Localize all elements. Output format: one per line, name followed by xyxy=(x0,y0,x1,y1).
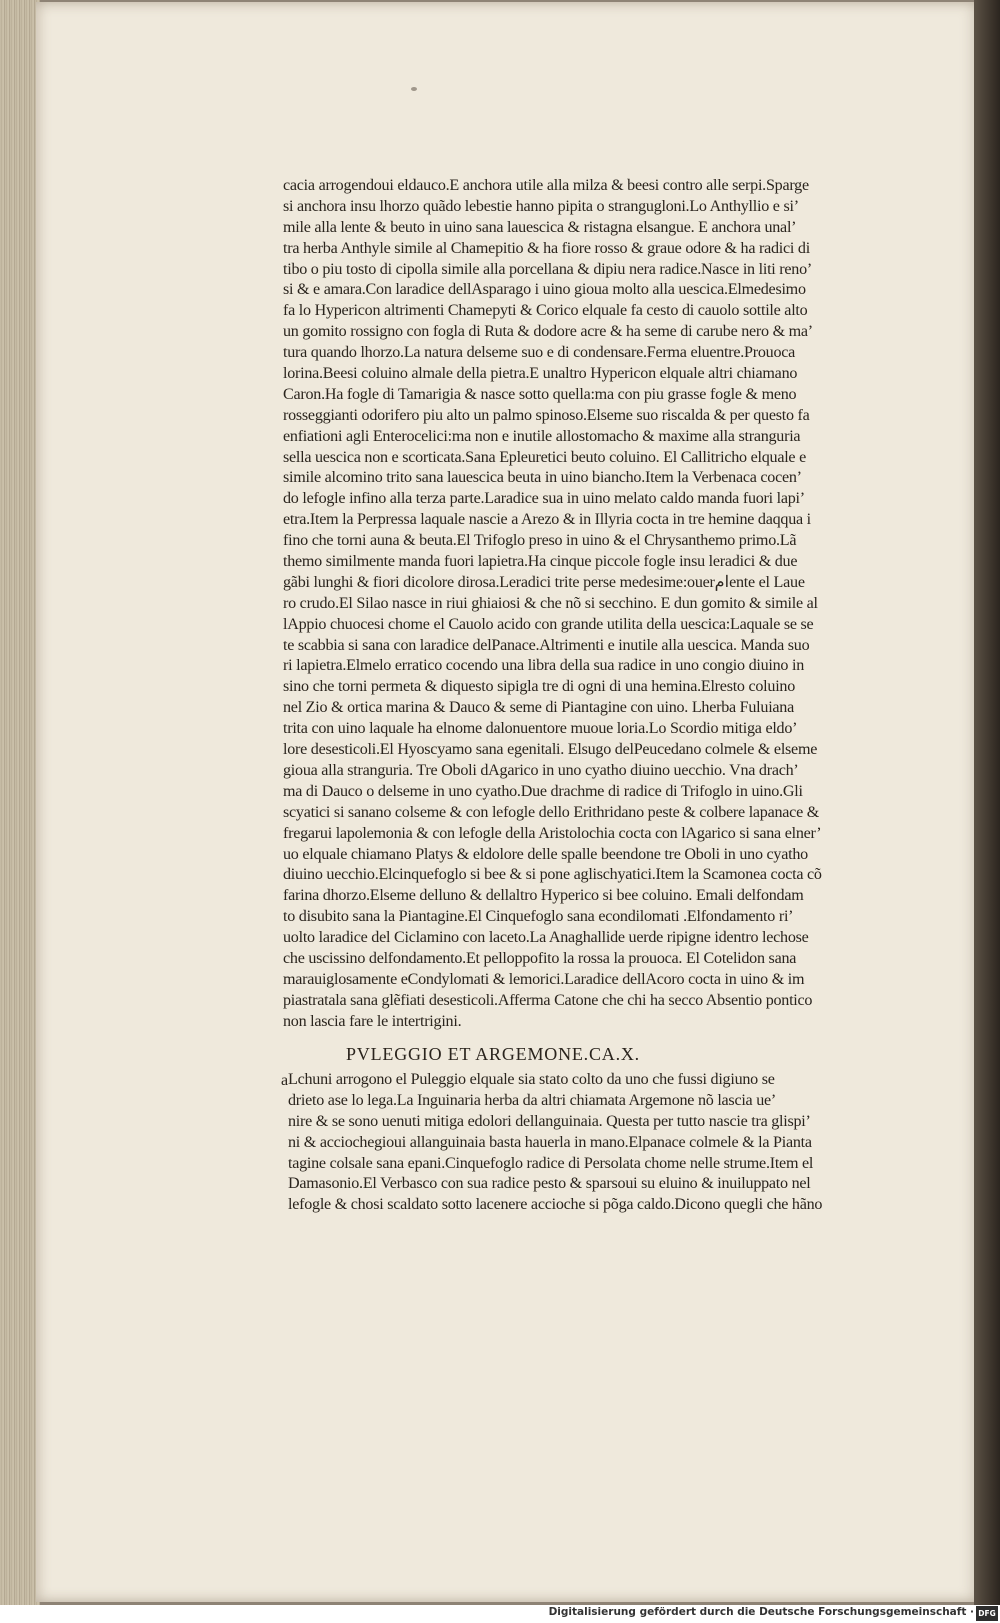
text-line: mile alla lente & beuto in uino sana lauescica & ristagna elsangue. E anchora unal’ xyxy=(283,218,797,236)
section-marker: a xyxy=(281,1072,289,1089)
ink-blemish xyxy=(411,87,417,91)
text-line: do lefogle infino alla terza parte.Laradice sua in uino melato caldo manda fuori lapi’ xyxy=(283,490,805,508)
text-line: un gomito rossigno con fogla di Ruta & dodore acre & ha seme di carube nero & ma’ xyxy=(283,323,813,341)
text-line: ri lapietra.Elmelo erratico cocendo una libra della sua radice in uno congio diuino in xyxy=(283,657,805,675)
text-line: si & e amara.Con laradice dellAsparago i uino gioua molto alla uescica.Elmedesimo xyxy=(283,281,806,299)
text-line: cacia arrogendoui eldauco.E anchora utile alla milza & beesi contro alle serpi.Sparge xyxy=(283,177,809,194)
text-line: etra.Item la Perpressa laquale nascie a Arezo & in Illyria cocta in tre hemine daqqua i xyxy=(283,511,811,529)
text-line: to disubito sana la Piantagine.El Cinquefoglo sana econdilomati .Elfondamento ri’ xyxy=(283,908,794,926)
text-line: drieto ase lo lega.La Inguinaria herba da altri chiamata Argemone nõ lascia ue’ xyxy=(288,1091,777,1109)
dfg-logo: DFG xyxy=(976,1606,998,1621)
text-line: ma di Dauco o delseme in uno cyatho.Due drachme di radice di Trifoglo in uino.Gli xyxy=(283,782,803,800)
text-line: lorina.Beesi coluino almale della pietra.E unaltro Hypericon elquale altri chiamano xyxy=(283,365,798,383)
text-line: tibo o piu tosto di cipolla simile alla porcellana & dipiu nera radice.Nasce in liti reno’ xyxy=(283,260,812,278)
text-line: trita con uino laquale ha elnome dalonuentore muoue loria.Lo Scordio mitiga eldo’ xyxy=(283,720,798,738)
text-line: enfiationi agli Enterocelici:ma non e inutile allostomacho & maxime alla stranguria xyxy=(283,427,801,445)
text-line: marauiglosamente eCondylomati & lemorici.Laradice dellAcoro cocta in uino & im xyxy=(283,970,805,988)
text-line: rosseggianti odorifero piu alto un palmo spinoso.Elseme suo riscalda & per questo fa xyxy=(283,406,810,424)
book-gutter-shadow xyxy=(974,0,1000,1605)
text-line: te scabbia si sana con laradice delPanace.Altrimenti e inutile alla uescica. Manda suo xyxy=(283,636,810,654)
text-line: lore desesticoli.El Hyoscyamo sana egenitali. Elsugo delPeucedano colmele & elseme xyxy=(283,741,818,759)
text-line: lefogle & chosi scaldato sotto lacenere accioche si põga caldo.Dicono quegli che hãno xyxy=(288,1196,823,1214)
text-line: ni & acciochegioui allanguinaia basta hauerla in mano.Elpanace colmele & la Pianta xyxy=(288,1133,812,1151)
text-line: tura quando lhorzo.La natura delseme suo e di condensare.Ferma eluentre.Prouoca xyxy=(283,344,796,362)
text-line: non lascia fare le intertrigini. xyxy=(283,1012,462,1030)
main-paragraph xyxy=(283,176,868,1033)
text-line: fino che torni auna & beuta.El Trifoglo preso in uino & el Chrysanthemo primo.Lã xyxy=(283,532,797,550)
text-line: farina dhorzo.Elseme delluno & dellaltro Hyperico si bee coluino. Emali delfondam xyxy=(283,887,804,905)
text-line: scyatici si sanano colseme & con lefogle dello Erithridano peste & colbere lapanace & xyxy=(283,803,820,821)
text-line: themo similmente manda fuori lapietra.Ha cinque piccole fogle insu leradici & due xyxy=(283,553,798,571)
text-line: fregarui lapolemonia & con lefogle della Aristolochia cocta con lAgarico si sana elner’ xyxy=(283,824,822,842)
text-line: uolto laradice del Ciclamino con laceto.La Anaghallide uerde ripigne identro lechose xyxy=(283,929,809,947)
text-line: Caron.Ha fogle di Tamarigia & nasce sotto quella:ma con piu grasse fogle & meno xyxy=(283,385,797,403)
text-line: simile alcomino trito sana lauescica beuta in uino biancho.Item la Verbenaca cocen’ xyxy=(283,469,802,487)
text-line: gãbi lunghi & fiori dicolore dirosa.Leradici trite perse medesime:ouerامente el Laue xyxy=(283,573,805,591)
text-line: gioua alla stranguria. Tre Oboli dAgarico in uno cyatho diuino uecchio. Vna drach’ xyxy=(283,761,799,779)
text-line: ro crudo.El Silao nasce in riui ghiaiosi & che nõ si secchino. E dun gomito & simile al xyxy=(283,594,818,612)
text-line: fa lo Hypericon altrimenti Chamepyti & Corico elquale fa cesto di cauolo sottile alto xyxy=(283,302,808,320)
footer-credit: Digitalisierung gefördert durch die Deutsche Forschungsgemeinschaft · xyxy=(548,1606,974,1618)
text-line: nire & se sono uenuti mitiga edolori dellanguinaia. Questa per tutto nascie tra glispi’ xyxy=(288,1112,811,1130)
book-page-stack-left xyxy=(0,0,40,1605)
text-line: sella uescica non e scorticata.Sana Epleuretici beuto coluino. El Callitricho elquale e xyxy=(283,448,806,466)
chapter-heading: PVLEGGIO ET ARGEMONE.CA.X. xyxy=(346,1044,640,1064)
text-line: che uscissino delfondamento.Et pelloppofito la rossa la prouoca. El Cotelidon sana xyxy=(283,949,797,967)
text-line: lAppio chuocesi chome el Cauolo acido con grande utilita della uescica:Laquale se se xyxy=(283,615,814,633)
chapter-paragraph xyxy=(288,1070,868,1216)
text-line: piastratala sana glẽfiati desesticoli.Afferma Catone che chi ha secco Absentio pontico xyxy=(283,991,813,1009)
text-line: Damasonio.El Verbasco con sua radice pesto & sparsoui su eluino & inuiluppato nel xyxy=(288,1175,811,1193)
text-line: tra herba Anthyle simile al Chamepitio & ha fiore rosso & graue odore & ha radici di xyxy=(283,239,810,257)
text-line: nel Zio & ortica marina & Dauco & seme di Piantagine con uino. Lherba Fuluiana xyxy=(283,699,794,717)
text-line: si anchora insu lhorzo quãdo lebestie hanno pipita o strangugloni.Lo Anthyllio e si’ xyxy=(283,197,799,215)
footer-credit-text: Digitalisierung gefördert durch die Deutsche Forschungsgemeinschaft xyxy=(548,1606,967,1618)
text-line: tagine colsale sana epani.Cinquefoglo radice di Persolata chome nelle strume.Item el xyxy=(288,1154,814,1172)
text-line: diuino uecchio.Elcinquefoglo si bee & si pone aglischyatici.Item la Scamonea cocta cõ xyxy=(283,866,822,884)
text-line: Lchuni arrogono el Puleggio elquale sia stato colto da uno che fussi digiuno se xyxy=(288,1071,775,1088)
text-line: sino che torni permeta & diquesto sipigla tre di ogni di una hemina.Elresto coluino xyxy=(283,678,796,696)
text-line: uo elquale chiamano Platys & eldolore delle spalle beendone tre Oboli in uno cyatho xyxy=(283,845,808,863)
